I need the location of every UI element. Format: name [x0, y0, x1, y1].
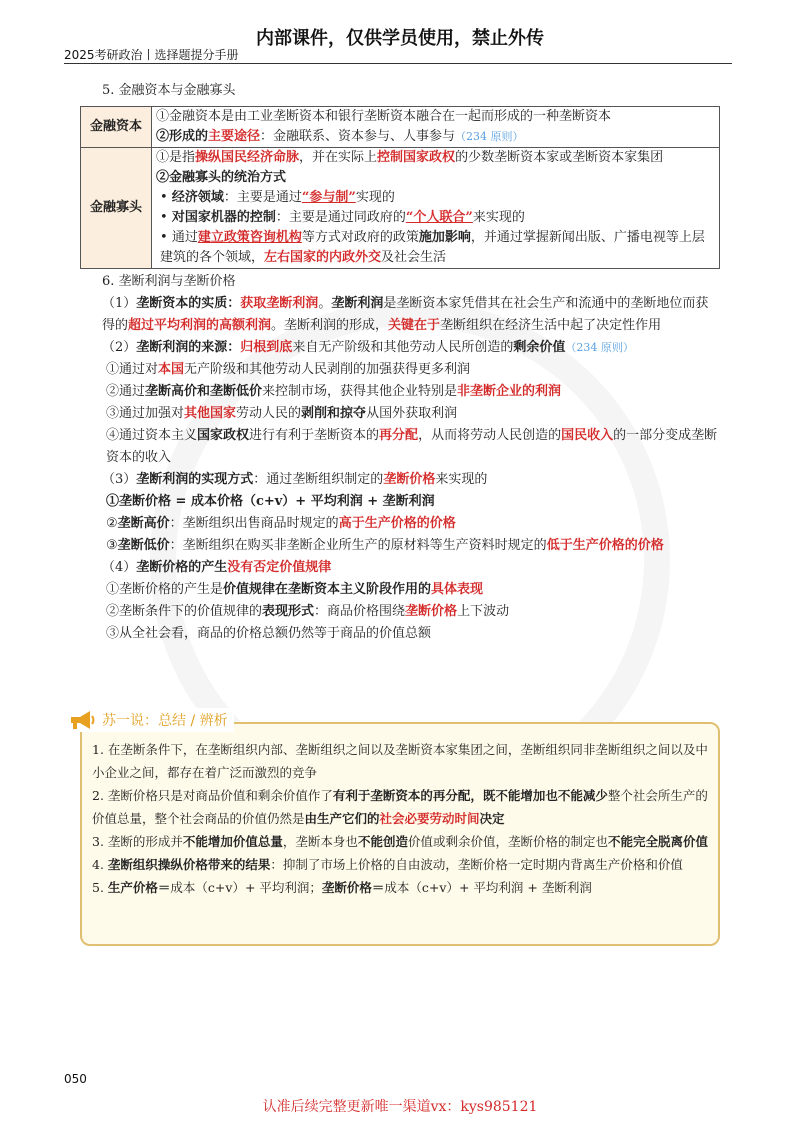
- text-span: 从国外获取利润: [366, 406, 458, 421]
- text-span: ：金融联系、资本参与、人事参与: [260, 129, 456, 144]
- text-span: ：商品价格围绕: [314, 604, 406, 619]
- text-span: 垄断组织在经济生活中起了决定性作用: [440, 318, 662, 333]
- paragraph: [80, 293, 720, 337]
- summary-box: [80, 722, 720, 946]
- text-span: 垄断利润的实现方式: [136, 472, 254, 487]
- text-span: 不能创造: [357, 834, 408, 849]
- megaphone-icon: [68, 708, 96, 732]
- text-span: ，从而将劳动人民创造的: [418, 428, 562, 443]
- text-span: 整个社会所生产的价值总量，整个社会商品的价值仍然是: [92, 788, 708, 826]
- highlight-text: 垄断价格: [405, 604, 458, 619]
- text-span: ，垄断本身也: [282, 834, 358, 849]
- highlight-text: 社会必要劳动时间: [379, 811, 480, 826]
- highlight-text: 控制国家政权: [377, 150, 456, 165]
- highlight-text: “参与制”: [301, 190, 356, 205]
- highlight-text: 高于生产价格的价格: [338, 516, 456, 531]
- bullet-item: • 经济领域：主要是通过“参与制”实现的: [160, 190, 395, 205]
- reference-note: （234 原则）: [455, 130, 524, 143]
- paragraph: [80, 469, 720, 491]
- highlight-text: 超过平均利润的高额利润: [128, 318, 272, 333]
- summary-item: [92, 853, 708, 876]
- list-item: ③从全社会看，商品的价格总额仍然等于商品的价值总额: [106, 626, 432, 641]
- list-item: [80, 381, 720, 403]
- text-span: ：主要是通过: [223, 190, 302, 205]
- text-span: 进行有利于垄断资本的: [249, 428, 380, 443]
- text-span: ：抑制了市场上价格的自由波动，垄断价格一定时期内背离生产价格和价值: [270, 857, 683, 872]
- text-span: 是垄断资本家凭借其在社会生产和流通中的垄断地位而获得的: [102, 296, 709, 333]
- highlight-text: 具体表现: [431, 582, 484, 597]
- text-span: 不能增加价值总量: [182, 834, 283, 849]
- paragraph: [80, 557, 720, 579]
- highlight-text: 获取垄断利润: [240, 296, 319, 311]
- text-span: 来自无产阶级和其他劳动人民所创造的: [292, 340, 514, 355]
- text-span: 价值规律在垄断资本主义阶段作用的: [223, 582, 432, 597]
- text-span: 垄断组织操纵价格带来的结果: [107, 857, 271, 872]
- text-span: 成本（c+v）+ 平均利润；: [170, 880, 322, 895]
- text-span: 来控制市场，获得其他企业特别是: [262, 384, 458, 399]
- highlight-text: 主要途径: [208, 129, 261, 144]
- text-span: 施加影响: [418, 230, 471, 245]
- text-span: ②通过: [106, 384, 146, 399]
- text-line: [156, 148, 715, 168]
- text-span: 剩余价值: [513, 340, 566, 355]
- text-span: 垄断资本的实质：: [136, 296, 241, 311]
- text-span: ，并在实际上: [299, 150, 378, 165]
- text-span: 垄断利润的来源：: [136, 340, 241, 355]
- text-span: 成本（c+v）+ 平均利润 + 垄断利润: [384, 880, 592, 895]
- list-item: [80, 535, 720, 557]
- finance-table: [80, 106, 720, 269]
- text-span: ：垄断组织出售商品时规定的: [169, 516, 339, 531]
- summary-header: [68, 708, 234, 732]
- section-5-title: 5. 金融资本与金融寡头: [102, 83, 236, 98]
- text-line: ②金融寡头的统治方式: [156, 170, 287, 185]
- text-span: 垄断高价: [117, 516, 170, 531]
- text-span: ①是指: [156, 150, 196, 165]
- highlight-text: 本国: [158, 362, 185, 377]
- text-span: （1）: [102, 296, 137, 311]
- summary-item: [92, 830, 708, 853]
- reference-note: （234 原则）: [565, 341, 634, 354]
- text-span: 5.: [92, 880, 108, 895]
- text-span: ①通过对: [106, 362, 159, 377]
- text-span: 的少数垄断资本家或垄断资本家集团: [455, 150, 664, 165]
- list-item: [80, 425, 720, 469]
- text-span: 不能完全脱离价值: [607, 834, 708, 849]
- text-span: ：垄断组织在购买非垄断企业所生产的原材料等生产资料时规定的: [169, 538, 547, 553]
- text-line: [156, 127, 715, 147]
- list-item: [80, 403, 720, 425]
- list-item: [80, 579, 720, 601]
- header-banner: 内部课件，仅供学员使用，禁止外传: [256, 28, 544, 49]
- paragraph: [80, 337, 720, 359]
- highlight-text: 再分配: [379, 428, 419, 443]
- text-span: 来实现的: [435, 472, 488, 487]
- text-span: ②: [106, 516, 118, 531]
- table-row: [81, 148, 720, 269]
- highlight-text: 建立政策咨询机构: [197, 230, 302, 245]
- text-span: 上下波动: [457, 604, 510, 619]
- text-span: 的一部分变成垄断资本的收入: [106, 428, 718, 465]
- text-span: 经济领域: [171, 190, 224, 205]
- text-span: ，并通过掌握新闻出版、广播电视等上层建筑的各个领域，: [160, 230, 705, 265]
- table-row: [81, 107, 720, 148]
- main-content: [80, 80, 720, 645]
- text-span: 价值或剩余价值，垄断价格的制定也: [407, 834, 608, 849]
- highlight-text: 垄断价格: [383, 472, 436, 487]
- text-span: （4）: [102, 560, 137, 575]
- bullet-item: • 对国家机器的控制：主要是通过同政府的“个人联合”来实现的: [160, 210, 525, 225]
- summary-item: [92, 784, 708, 830]
- highlight-text: 国民收入: [561, 428, 614, 443]
- footer-notice: 认准后续完整更新唯一渠道vx：kys985121: [262, 1099, 538, 1115]
- summary-item: 1. 在垄断条件下，在垄断组织内部、垄断组织之间以及垄断资本家集团之间，垄断组织同非垄断组织之间以及中小企业之间，都存在着广泛而激烈的竞争: [92, 742, 708, 780]
- text-span: 3. 垄断的形成并: [92, 834, 183, 849]
- header-divider: [64, 63, 732, 64]
- text-span: 。: [318, 296, 332, 311]
- text-span: 对国家机器的控制: [171, 210, 276, 225]
- text-span: 垄断利润: [331, 296, 384, 311]
- text-span: ③通过加强对: [106, 406, 185, 421]
- highlight-text: 左右国家的内政外交: [264, 250, 382, 265]
- text-span: 决定: [479, 811, 505, 826]
- text-line: ①金融资本是由工业垄断资本和银行垄断资本融合在一起而形成的一种垄断资本: [156, 109, 612, 124]
- row-label: 金融寡头: [81, 148, 152, 269]
- header-subtitle: 2025考研政治丨选择题提分手册: [64, 48, 239, 62]
- text-span: 来实现的: [472, 210, 525, 225]
- text-span: （3）: [102, 472, 137, 487]
- text-span: 垄断高价和垄断低价: [145, 384, 263, 399]
- text-span: ①垄断价格的产生是: [106, 582, 224, 597]
- page-number: 050: [64, 1072, 87, 1086]
- text-span: 垄断价格＝: [321, 880, 385, 895]
- text-span: ：主要是通过同政府的: [275, 210, 406, 225]
- text-span: 通过: [171, 230, 198, 245]
- text-span: ②形成的: [156, 129, 209, 144]
- text-span: 国家政权: [197, 428, 250, 443]
- text-span: ③: [106, 538, 118, 553]
- text-span: 剥削和掠夺: [301, 406, 367, 421]
- row-label: 金融资本: [81, 107, 152, 148]
- summary-title: 苏一说：总结 / 辨析: [102, 713, 228, 729]
- text-span: 垄断低价: [117, 538, 170, 553]
- highlight-text: 操纵国民经济命脉: [195, 150, 300, 165]
- highlight-text: 关键在于: [388, 318, 441, 333]
- list-item: [80, 359, 720, 381]
- text-span: 垄断价格的产生: [136, 560, 228, 575]
- section-6-title: 6. 垄断利润与垄断价格: [102, 274, 236, 289]
- highlight-text: 归根到底: [240, 340, 293, 355]
- bullet-item: • 通过建立政策咨询机构等方式对政府的政策施加影响，并通过掌握新闻出版、广播电视等上层建筑的各个领域，左右国家的内政外交及社会生活: [160, 230, 705, 265]
- text-span: 4.: [92, 857, 108, 872]
- text-span: ：通过垄断组织制定的: [253, 472, 384, 487]
- row-content: [152, 107, 720, 148]
- text-span: 。垄断利润的形成，: [271, 318, 389, 333]
- text-span: 无产阶级和其他劳动人民剥削的加强获得更多利润: [184, 362, 471, 377]
- summary-item: [92, 876, 708, 899]
- text-span: 生产价格＝: [107, 880, 171, 895]
- text-span: 表现形式: [262, 604, 315, 619]
- highlight-text: “个人联合”: [405, 210, 473, 225]
- text-span: 由生产它们的: [304, 811, 380, 826]
- highlight-text: 低于生产价格的价格: [546, 538, 664, 553]
- highlight-text: 没有否定价值规律: [227, 560, 332, 575]
- text-span: 及社会生活: [381, 250, 447, 265]
- text-span: 劳动人民的: [236, 406, 302, 421]
- text-span: ②垄断条件下的价值规律的: [106, 604, 263, 619]
- list-item: [80, 513, 720, 535]
- highlight-text: 非垄断企业的利润: [457, 384, 562, 399]
- row-content: [152, 148, 720, 269]
- text-span: 等方式对政府的政策: [301, 230, 419, 245]
- text-span: 有利于垄断资本的再分配，既不能增加也不能减少: [332, 788, 608, 803]
- text-span: ④通过资本主义: [106, 428, 198, 443]
- list-item: [80, 601, 720, 623]
- text-span: 2. 垄断价格只是对商品价值和剩余价值作了: [92, 788, 333, 803]
- text-span: （2）: [102, 340, 137, 355]
- highlight-text: 其他国家: [184, 406, 237, 421]
- text-span: 实现的: [355, 190, 395, 205]
- list-item: ①垄断价格 = 成本价格（c+v）+ 平均利润 + 垄断利润: [106, 494, 435, 509]
